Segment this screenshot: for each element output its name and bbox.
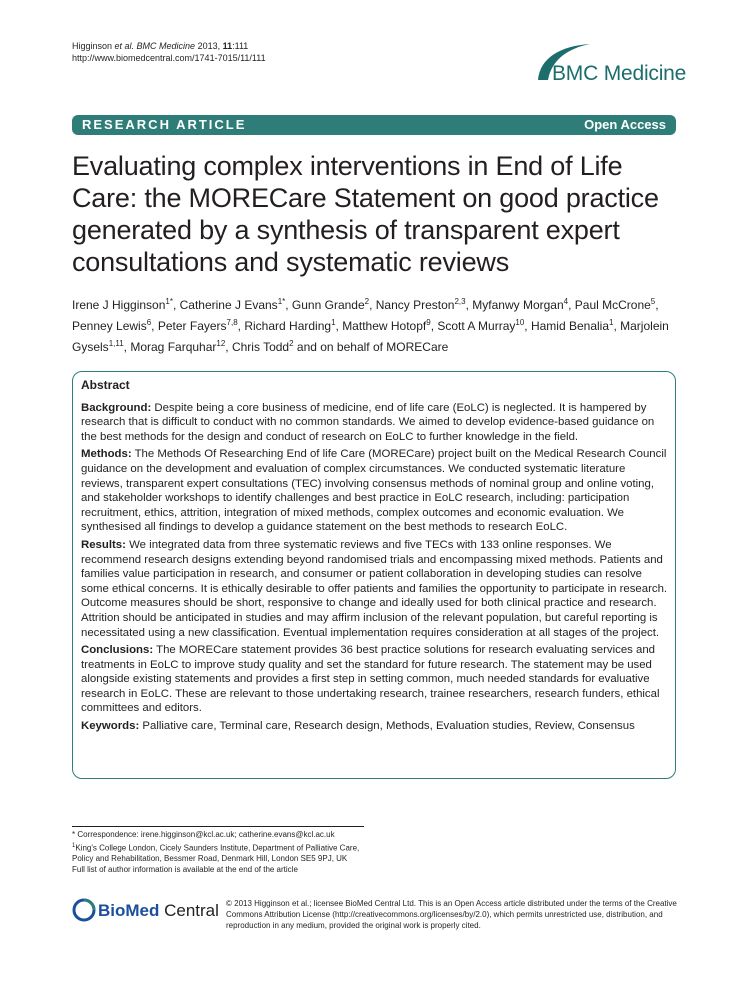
author-separator: and on behalf of MORECare bbox=[293, 340, 449, 354]
author-name: Penney Lewis bbox=[72, 319, 147, 333]
citation-line bbox=[72, 40, 266, 52]
article-type-banner bbox=[72, 115, 676, 135]
author-separator: , bbox=[369, 298, 376, 312]
author-affiliation-sup: 2 bbox=[289, 339, 294, 348]
author-name: Hamid Benalia bbox=[530, 319, 610, 333]
article-url[interactable]: http://www.biomedcentral.com/1741-7015/11/111 bbox=[72, 53, 266, 63]
open-access-label: Open Access bbox=[584, 117, 666, 132]
author-name: Peter Fayers bbox=[157, 319, 227, 333]
author-list bbox=[72, 293, 682, 356]
author-name: Chris Todd bbox=[231, 340, 290, 354]
citation-page: :111 bbox=[232, 41, 249, 51]
license-text: © 2013 Higginson et al.; licensee BioMed Central Ltd. This is an Open Access article distributed under the terms of the Creative Commons Attribution License (http://creativecommons.org/licenses/by/2.0), which permits unrestricted use, distribution, and reproduction in any medium, provided the original work is properly cited. bbox=[226, 899, 677, 930]
article-title: Evaluating complex interventions in End of Life Care: the MORECare Statement on good practice generated by a synthesis of transparent expert consultations and systematic reviews bbox=[72, 151, 659, 277]
author-separator: , bbox=[237, 319, 245, 333]
full-author-info: Full list of author information is available at the end of the article bbox=[72, 865, 298, 875]
affiliation: $^1$King's College London, Cicely Saunders Institute, Department of Palliative Care, Policy and Rehabilitation, Bessmer Road, Denmark Hill, London SE5 9PJ, UK bbox=[72, 842, 360, 864]
abstract-heading: Abstract bbox=[81, 378, 130, 392]
author-affiliation-sup: 2 bbox=[364, 297, 370, 306]
citation-journal: et al. BMC Medicine bbox=[114, 41, 196, 51]
correspondence: * Correspondence: irene.higginson@kcl.ac.uk; catherine.evans@kcl.ac.uk bbox=[72, 830, 335, 839]
author-name: Nancy Preston bbox=[375, 298, 455, 312]
citation-authors: Higginson bbox=[72, 41, 115, 51]
author-name: Irene J Higginson bbox=[72, 298, 166, 312]
abstract-keywords: Keywords: Palliative care, Terminal care, Research design, Methods, Evaluation studies, Review, Consensus bbox=[81, 720, 635, 733]
author-separator: , bbox=[172, 298, 180, 312]
author-separator: , bbox=[335, 319, 343, 333]
abstract-conclusions: Conclusions: The MORECare statement provides 36 best practice solutions for research evaluating services and treatments in EoLC to improve study quality and set the standard for future research. The statement may be used alongside existing statements and provides a first step in setting common, much needed standards for evaluative research in EoLC. These are relevant to those undertaking research, trainee researchers, research funders, ethical committees and editors. bbox=[81, 644, 660, 715]
publisher-logo bbox=[72, 898, 222, 924]
article-type: RESEARCH ARTICLE bbox=[82, 117, 247, 132]
citation-header bbox=[72, 40, 266, 64]
author-affiliation-sup: 7,8 bbox=[226, 318, 238, 327]
author-affiliation-sup: 2,3 bbox=[454, 297, 466, 306]
author-separator: , bbox=[430, 319, 438, 333]
abstract-background: Background: Despite being a core business of medicine, end of life care (EoLC) is neglected. It is hampered by research that is difficult to conduct with no common standards. We aimed to develop evidence-based guidance on the best methods for the design and conduct of research on EoLC to further knowledge in the field. bbox=[81, 401, 655, 443]
citation-volume: 11 bbox=[222, 41, 233, 51]
biomed-central-logo-icon bbox=[72, 898, 96, 922]
author-separator: , bbox=[568, 298, 575, 312]
footnotes bbox=[72, 830, 372, 876]
author-separator: , bbox=[613, 319, 621, 333]
author-name: Catherine J Evans bbox=[179, 298, 278, 312]
author-separator: , bbox=[225, 340, 232, 354]
author-affiliation-sup: 4 bbox=[563, 297, 569, 306]
author-separator: , bbox=[151, 319, 158, 333]
author-affiliation-sup: 6 bbox=[146, 318, 152, 327]
author-separator: , bbox=[465, 298, 473, 312]
author-affiliation-sup: 1 bbox=[331, 318, 336, 327]
author-name: Myfanwy Morgan bbox=[472, 298, 564, 312]
author-separator: , bbox=[524, 319, 531, 333]
author-affiliation-sup: 10 bbox=[515, 318, 525, 327]
abstract-results: Results: We integrated data from three systematic reviews and five TECs with 133 online responses. We recommend research designs extending beyond randomised trials and encompassing mixed methods. Patients and families value participation in research, and consumer or patient collaboration in developing studies can resolve some ethical concerns. It is ethically desirable to offer patients and families the opportunity to participate in research. Outcome measures should be short, responsive to change and ideally used for both clinical practice and research. Attrition should be anticipated in studies and may affirm inclusion of the relevant population, but careful reporting is necessitated using a new classification. Eventual implementation requires consideration at all stages of the project. bbox=[81, 538, 668, 639]
author-separator: , bbox=[123, 340, 131, 354]
publisher-logo-text: BioMed Central bbox=[98, 901, 219, 920]
citation-year: 2013, bbox=[195, 41, 223, 51]
author-name: Scott A Murray bbox=[437, 319, 516, 333]
author-affiliation-sup: 1 bbox=[609, 318, 614, 327]
author-affiliation-sup: 1* bbox=[165, 297, 173, 306]
author-affiliation-sup: 9 bbox=[426, 318, 431, 327]
author-affiliation-sup: 1* bbox=[277, 297, 286, 306]
author-name: Matthew Hotopf bbox=[342, 319, 427, 333]
author-name: Gunn Grande bbox=[291, 298, 365, 312]
author-separator: , bbox=[655, 298, 659, 312]
journal-logo-text: BMC Medicine bbox=[552, 62, 687, 85]
author-separator: , bbox=[285, 298, 292, 312]
footnote-divider bbox=[72, 826, 364, 827]
author-name: Richard Harding bbox=[244, 319, 332, 333]
author-name: Marjolein Gysels bbox=[72, 319, 669, 354]
author-name: Morag Farquhar bbox=[130, 340, 217, 354]
author-affiliation-sup: 1,11 bbox=[108, 339, 124, 348]
author-affiliation-sup: 12 bbox=[216, 339, 226, 348]
abstract-methods: Methods: The Methods Of Researching End of life Care (MORECare) project built on the Medical Research Council guidance on the development and evaluation of complex circumstances. We conducted systematic literature reviews, transparent expert consultations (TEC) involving consensus methods of nominal group and online voting, and stakeholder workshops to identify challenges and best practice in EoLC research, including: participation recruitment, ethics, attrition, integration of mixed methods, complex outcomes and economic evaluation. We synthesised all findings to develop a guidance statement on the best methods to research EoLC. bbox=[81, 448, 667, 534]
journal-logo bbox=[530, 40, 690, 100]
author-name: Paul McCrone bbox=[574, 298, 651, 312]
abstract-box bbox=[72, 371, 676, 779]
author-affiliation-sup: 5 bbox=[650, 297, 656, 306]
